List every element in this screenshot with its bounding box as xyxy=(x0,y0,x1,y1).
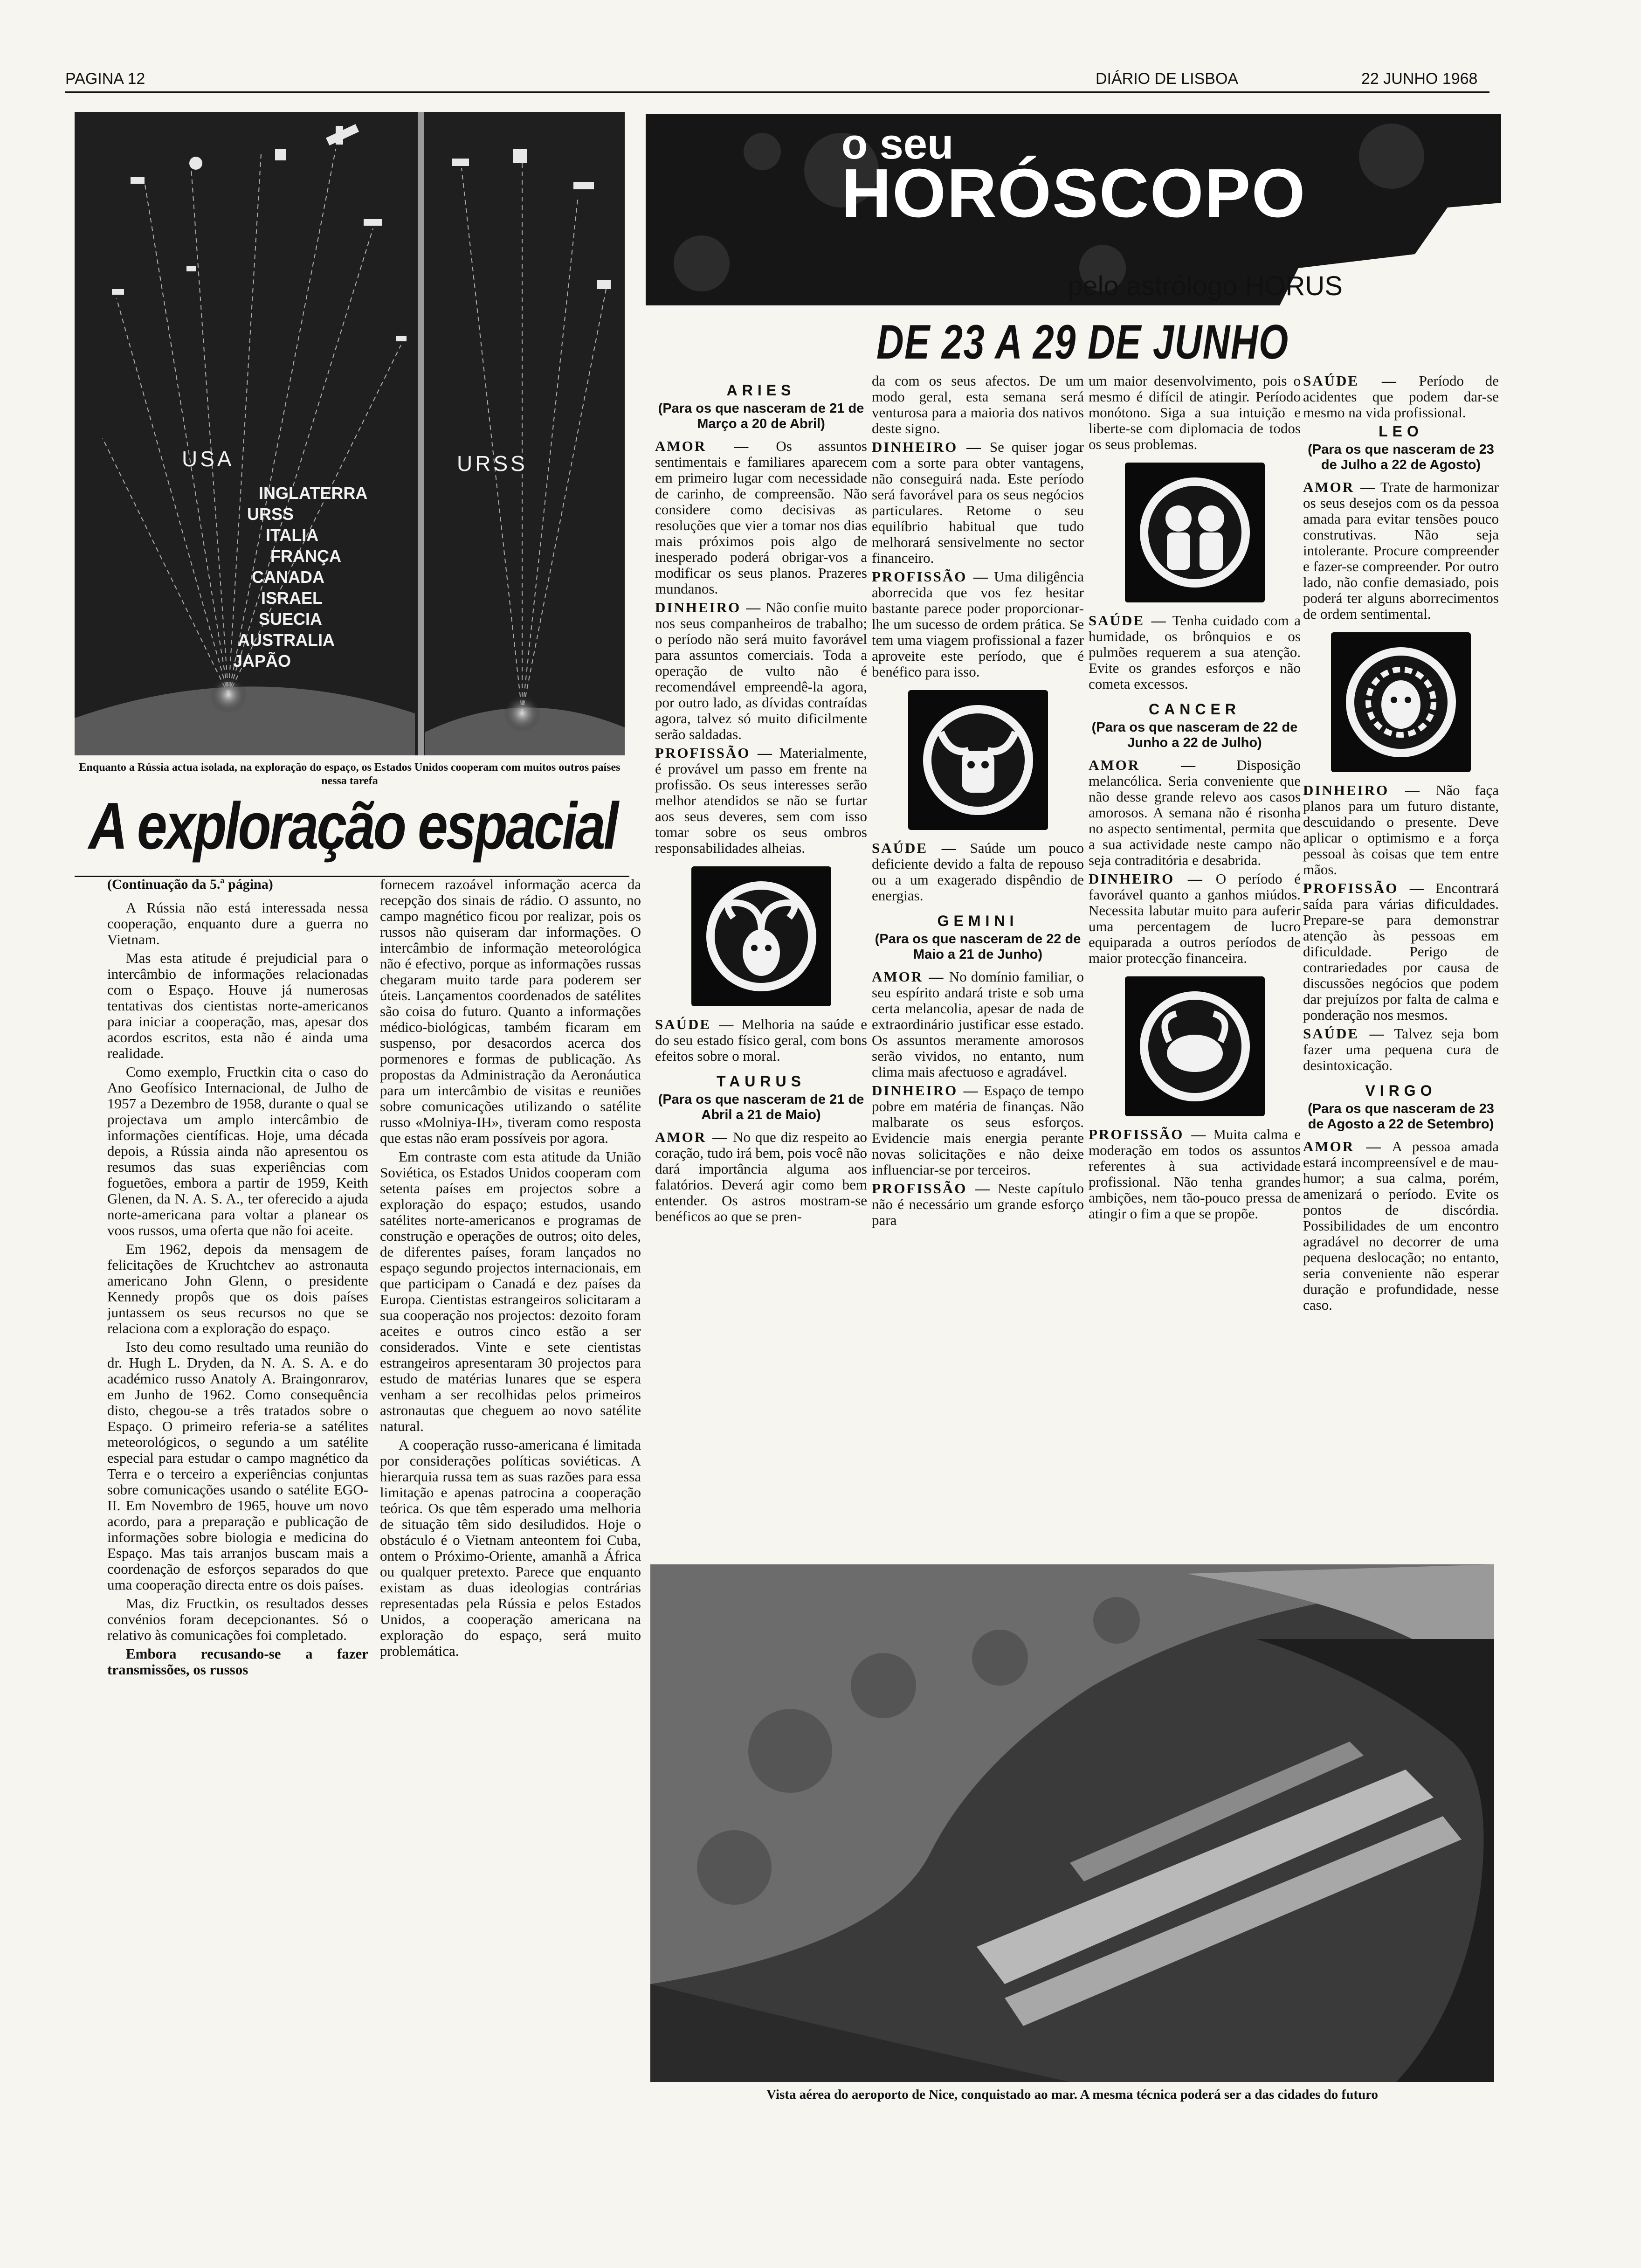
space-photo-illustration xyxy=(75,112,625,755)
sign-virgo: VIRGO xyxy=(1365,1082,1437,1099)
country-label: AUSTRALIA xyxy=(238,630,335,650)
country-label: INGLATERRA xyxy=(259,484,368,503)
usa-label: USA xyxy=(182,447,234,471)
section-text: Encontrará saída para várias dificuldades. Prepare-se para demonstrar atenção às pessoas em dificuldade. Perigo de contrariedades por causa de discussões negócios que podem dar prejuízos por falta de calma e ponderação nos mesmos. xyxy=(1303,880,1499,1023)
country-label: ISRAEL xyxy=(261,588,323,608)
continuation-note: (Continuação da 5.ª página) xyxy=(107,877,273,892)
sign-taurus: TAURUS xyxy=(717,1073,806,1090)
horoscope-title: HORÓSCOPO xyxy=(841,155,1306,232)
horoscope-column-3 xyxy=(1089,373,1301,1224)
article-title: A exploração espacial xyxy=(89,789,617,863)
article-paragraph: fornecem razoável informação acerca da recepção dos sinais de rádio. O assunto, no campo magnético ficou por realizar, pois os russos não quiseram dar informações. O intercâmbio de informação meteorológica não é efectivo, porque as informações russas chegaram muito tarde para poderem ser úteis. Lançamentos coordenados de satélites são coisa do futuro. Quanto a informações médico-biológicas, também ficaram em suspenso, por desacordos acerca dos pormenores e formas de publicação. As propostas da Administração da Aeronáutica para um intercâmbio de visitas e reuniões sobre comunicações utilizando o satélite russo «Molniya-IH», tiveram como resposta que estas não eram possíveis por agora. xyxy=(380,876,641,1146)
sign-dates: (Para os que nasceram de 23 de Agosto a 22 de Setembro) xyxy=(1308,1101,1494,1132)
space-photo-caption: Enquanto a Rússia actua isolada, na exploração do espaço, os Estados Unidos cooperam com muitos outros países nessa tarefa xyxy=(79,761,621,787)
article-paragraph: Em contraste com esta atitude da União Soviética, os Estados Unidos cooperam com setenta países em projectos sobre a exploração do espaço; estudos, usando satélites norte-americanos e programas de construção e operações de outros; oito deles, de diferentes países, foram lançados no espaço segundo projectos internacionais, em que participam o Canadá e dez países da Europa. Cientistas estrangeiros solicitaram a sua cooperação nos projectos: dezoito foram aceites e outros cinco estão a ser considerados. Vinte e sete cientistas estrangeiros apresentaram 30 projectos para estudo de matérias lunares que se espera venham a ser recolhidas pelos primeiros astronautas que cheguem ao novo satélite natural. xyxy=(380,1148,641,1434)
nice-airport-photo xyxy=(650,1564,1494,2082)
horoscope-column-2 xyxy=(872,373,1084,1231)
section-lead: SAÚDE — xyxy=(1089,612,1167,629)
article-paragraph: A Rússia não está interessada nessa cooperação, enquanto dure a guerra no Vietnam. xyxy=(107,899,368,947)
country-label: URSS xyxy=(247,505,294,524)
section-lead: AMOR — xyxy=(1303,1138,1382,1155)
sign-cancer: CANCER xyxy=(1149,701,1241,718)
page-number: PAGINA 12 xyxy=(65,70,145,88)
section-text: Período de acidentes que podem dar-se mesmo na vida profissional. xyxy=(1303,373,1499,421)
article-paragraph: Mas esta atitude é prejudicial para o intercâmbio de informações relacionadas com o Espaço. Houve já numerosas tentativas dos cientistas norte-americanos para iniciar a cooperação, mas, apesar dos acordos escritos, esta não é ainda uma realidade. xyxy=(107,950,368,1061)
newspaper-name: DIÁRIO DE LISBOA xyxy=(1096,70,1239,88)
section-lead: AMOR — xyxy=(872,968,945,985)
sign-aries: ARIES xyxy=(726,382,796,399)
section-text: Se quiser jogar com a sorte para obter vantagens, não conseguirá nada. Este período será favorável para os seus negócios particulares. Retome o seu equilíbrio habitual que tudo melhorará sensivelmente no sector financeiro. xyxy=(872,439,1084,566)
gemini-twins-icon xyxy=(1125,463,1265,602)
section-lead: PROFISSÃO — xyxy=(1089,1126,1207,1142)
section-lead: DINHEIRO — xyxy=(1089,871,1204,887)
article-paragraph: Como exemplo, Fructkin cita o caso do Ano Geofísico Internacional, de Julho de 1957 a Dezembro de 1958, durante o qual se projectava um amplo intercâmbio de informações científicas. Hoje, uma década depois, a Rússia ainda não apresentou os resumos das suas experiências com foguetões, embora a partir de 1959, Keith Glenen, da N. A. S. A., ter oferecido a ajuda norte-americana para voltar a planear os voos russos, uma oferta que não foi aceite. xyxy=(107,1064,368,1238)
section-text: Uma diligência aborrecida que vos fez hesitar bastante parece poder proporcionar-lhe um sucesso de ordem prática. Se tem uma viagem profissional a fazer aproveite este período, que é benéfico para isso. xyxy=(872,568,1084,680)
horoscope-title-small: o seu xyxy=(841,120,954,168)
section-lead: PROFISSÃO — xyxy=(1303,880,1426,896)
country-label: CANADA xyxy=(252,567,324,587)
section-text: Tenha cuidado com a humidade, os brônquios e os pulmões requerem a sua atenção. Evite os grandes esforços e não cometa excessos. xyxy=(1089,612,1301,692)
aries-ram-icon xyxy=(691,866,831,1006)
article-paragraph: Embora recusando-se a fazer transmissões, os russos xyxy=(107,1646,368,1678)
section-lead: PROFISSÃO — xyxy=(872,1180,991,1196)
article-column-1 xyxy=(107,877,368,1680)
section-lead: DINHEIRO — xyxy=(1303,782,1421,798)
article-paragraph: Mas, diz Fructkin, os resultados desses convénios foram decepcionantes. Só o relativo às comunicações foi completado. xyxy=(107,1595,368,1643)
article-paragraph: Isto deu como resultado uma reunião do dr. Hugh L. Dryden, da N. A. S. A. e do académico russo Anatoly A. Braingonrarov, em Junho de 1962. Como consequência disto, chegou-se a três tratados sobre o Espaço. O primeiro referia-se a satélites meteorológicos, o segundo a um satélite especial para estudar o campo magnético da Terra e o terceiro a experiências conjuntas sobre comunicações usando o satélite EGO-II. Em Novembro de 1965, houve um novo acordo, para a preparação e publicação de informações sobre biologia e medicina do Espaço. Mas tais arranjos buscam mais a coordenação de esforços separados do que uma cooperação directa entre os dois países. xyxy=(107,1339,368,1593)
section-lead: AMOR — xyxy=(655,438,750,454)
sign-dates: (Para os que nasceram de 22 de Maio a 21 de Junho) xyxy=(875,932,1081,962)
horoscope-column-4 xyxy=(1303,373,1499,1316)
sign-dates: (Para os que nasceram de 22 de Junho a 22 de Julho) xyxy=(1091,720,1298,750)
section-lead: DINHEIRO — xyxy=(872,439,983,455)
issue-date: 22 JUNHO 1968 xyxy=(1361,70,1478,88)
section-text: Disposição melancólica. Seria conveniente que não desse grande relevo aos casos amorosos. A semana não é risonha no aspecto sentimental, permita que a sua actividade neste campo não seja contraditória e desabrida. xyxy=(1089,757,1301,868)
section-lead: SAÚDE — xyxy=(1303,373,1398,389)
country-label: FRANÇA xyxy=(270,546,341,566)
section-text: Não confie muito nos seus companheiros de trabalho; o período não será muito favorável para assuntos comerciais. Toda a operação de vulto não é recomendável empreendê-la agora, por outro lado, as dívidas contraídas agora, talvez só muito dificilmente serão saldadas. xyxy=(655,599,867,742)
country-label: JAPÃO xyxy=(233,651,291,671)
section-text: Materialmente, é provável um passo em frente na profissão. Os seus interesses serão melhor atendidos se não se furtar aos seus deveres, sem com isso tomar sobre os seus ombros responsabilidades alheias. xyxy=(655,745,868,856)
section-lead: SAÚDE — xyxy=(1303,1025,1386,1042)
article-column-2 xyxy=(380,877,641,1662)
section-lead: SAÚDE — xyxy=(872,840,958,856)
article-paragraph: A cooperação russo-americana é limitada por considerações políticas soviéticas. A hierarquia russa tem as suas razões para essa limitação e apenas patrocina a cooperação teórica. Os que têm esperado uma melhoria de situação têm sido desiludidos. Hoje o obstáculo é o Vietnam anteontem foi Cuba, ontem o Próximo-Oriente, amanhã a África ou qualquer pretexto. Parece que enquanto existam as duas ideologias contrárias representadas pela Rússia e pelos Estados Unidos, a cooperação americana na exploração do espaço, será muito problemática. xyxy=(380,1437,641,1659)
sign-dates: (Para os que nasceram de 21 de Março a 20 de Abril) xyxy=(658,401,864,431)
space-cooperation-photo xyxy=(75,112,625,755)
sign-gemini: GEMINI xyxy=(937,913,1019,929)
country-label: SUECIA xyxy=(259,609,323,629)
sign-dates: (Para os que nasceram de 21 de Abril a 21 de Maio) xyxy=(658,1092,864,1122)
section-text: Talvez seja bom fazer uma pequena cura de desintoxicação. xyxy=(1303,1025,1499,1073)
section-lead: SAÚDE — xyxy=(655,1016,735,1032)
sign-dates: (Para os que nasceram de 23 de Julho a 22 de Agosto) xyxy=(1308,442,1494,472)
section-text: No que diz respeito ao coração, tudo irá bem, pois você não dará importância alguma aos falatórios. Deverá agir como bem entender. Os astros mostram-se benéficos ao que se pren- xyxy=(655,1129,867,1224)
header-rule xyxy=(65,91,1489,93)
section-text: O período é favorável quanto a ganhos miúdos. Necessita labutar muito para auferir uma percentagem de lucro equiparada a outros períodos de maior protecção financeira. xyxy=(1089,871,1301,966)
section-lead: AMOR — xyxy=(1303,479,1376,495)
country-label: ITALIA xyxy=(266,526,319,545)
sign-leo: LEO xyxy=(1379,423,1423,440)
horoscope-column-1 xyxy=(655,373,867,1227)
section-text: da com os seus afectos. De um modo geral, esta semana será venturosa para a maioria dos nativos deste signo. xyxy=(872,373,1084,436)
horoscope-dates: DE 23 A 29 DE JUNHO xyxy=(876,315,1289,369)
horoscope-byline: pelo astrólogo HORUS xyxy=(1068,271,1343,301)
leo-lion-icon xyxy=(1331,632,1471,772)
section-text: Não faça planos para um futuro distante, descuidando o presente. Deve aplicar o optimismo e a força pessoal às coisas que tem entre mãos. xyxy=(1303,782,1499,878)
section-lead: DINHEIRO — xyxy=(872,1082,979,1099)
section-lead: PROFISSÃO — xyxy=(655,745,773,761)
section-text: Espaço de tempo pobre em matéria de finanças. Não malbarate os seus esforços. Evidencie mais energia perante novas solicitações e não deixe influenciar-se por terceiros. xyxy=(872,1082,1084,1178)
section-lead: PROFISSÃO — xyxy=(872,568,989,585)
nice-photo-caption: Vista aérea do aeroporto de Nice, conquistado ao mar. A mesma técnica poderá ser a das cidades do futuro xyxy=(766,2087,1378,2102)
section-text: Muita calma e moderação em todos os assuntos referentes à sua actividade profissional. Não tenha grandes ambições, nem tão-pouco pressa de atingir o fim a que se propõe. xyxy=(1089,1126,1301,1222)
section-text: Melhoria na saúde e do seu estado físico geral, com bons efeitos sobre o moral. xyxy=(655,1016,867,1064)
nice-airport-aerial-image xyxy=(650,1564,1494,2082)
taurus-bull-icon xyxy=(908,690,1048,830)
section-lead: AMOR — xyxy=(655,1129,729,1145)
section-text: Os assuntos sentimentais e familiares aparecem em primeiro lugar com necessidade de carinho, de compreensão. Não considere como decisivas as resoluções que vier a tomar nos dias mais próximos pois algo de inesperado poderá obrigar-vos a modificar os seus planos. Prazeres mundanos. xyxy=(655,438,867,597)
section-text: Neste capítulo não é necessário um grande esforço para xyxy=(872,1180,1084,1228)
section-text: Saúde um pouco deficiente devido a falta de repouso ou a um exagerado dispêndio de energias. xyxy=(872,840,1084,904)
article-paragraph: Em 1962, depois da mensagem de felicitações de Kruchtchev ao astronauta americano John Glenn, o presidente Kennedy propôs que os dois países juntassem os seus recursos no que se relaciona com a exploração do espaço. xyxy=(107,1241,368,1336)
section-text: No domínio familiar, o seu espírito andará triste e sob uma certa melancolia, apesar de nada de extraordinário justificar esse estado. Os assuntos meramente amorosos serão vividos, no entanto, num clima mais afectuoso e agradável. xyxy=(872,968,1084,1080)
urss-label: URSS xyxy=(457,451,528,476)
section-text: um maior desenvolvimento, pois o mesmo é difícil de atingir. Período monótono. Siga a sua intuição e liberte-se com diplomacia de todos os seus problemas. xyxy=(1089,373,1301,452)
section-text: A pessoa amada estará incompreensível e de mau-humor; a sua calma, porém, amenizará o período. Evite os pontos de discórdia. Possibilidades de um encontro agradável no decorrer de uma pequena deslocação; no entanto, seria conveniente não esperar duração e profundidade, nesse caso. xyxy=(1303,1138,1499,1313)
cancer-crab-icon xyxy=(1125,976,1265,1116)
section-lead: AMOR — xyxy=(1089,757,1197,773)
section-lead: DINHEIRO — xyxy=(655,599,762,615)
section-text: Trate de harmonizar os seus desejos com os da pessoa amada para evitar tensões pouco construtivas. Não seja intolerante. Procure compreender e fazer-se compreender. Por outro lado, não confie demasiado, pois poderá ter alguns aborrecimentos de ordem sentimental. xyxy=(1303,479,1499,622)
